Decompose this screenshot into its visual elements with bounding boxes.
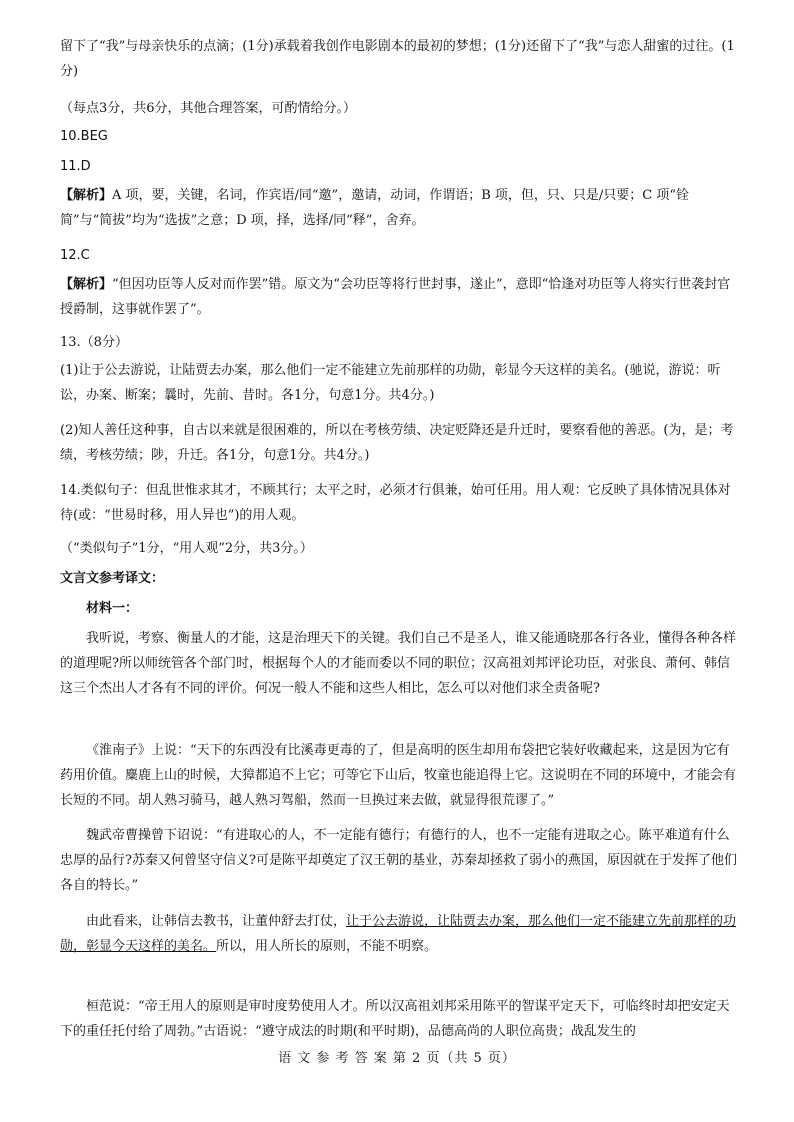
page-footer: 语 文 参 考 答 案 第 2 页（共 5 页） <box>278 1051 516 1066</box>
translation-paragraph-2: 《淮南子》上说：“天下的东西没有比溪毒更毒的了，但是高明的医生却用布袋把它装好收藏起来，这是因为它有药用价值。麋鹿上山的时候，大獐都追不上它；可等它下山后，牧童也能追得上它。这说明在不同的环境中，才能会有长短的不同。胡人熟习骑马，越人熟习驾船，然而一旦换过来去做，就显得很荒谬了。” <box>60 743 737 808</box>
analysis-label: 【解析】 <box>60 277 113 292</box>
paragraph-4-lead: 由此看来，让韩信去教书，让董仲舒去打仗， <box>86 914 347 929</box>
translation-heading: 文言文参考译文： <box>60 571 165 586</box>
translation-paragraph-1: 我听说，考察、衡量人的才能，这是治理天下的关键。我们自己不是圣人，谁又能通晓那各行各业，懂得各种各样的道理呢?所以师统管各个部门时，根据每个人的才能而委以不同的职位；汉高祖刘邦评论功臣，对张良、萧何、韩信这三个杰出人才各有不同的评价。何况一般人不能和这些人相比，怎么可以对他们求全责备呢? <box>60 631 737 696</box>
answer-13-part-1: (1)让于公去游说，让陆贾去办案，那么他们一定不能建立先前那样的功勋，彰显今天这样的美名。(驰说，游说：听讼，办案、断案；曩时，先前、昔时。各1分，句意1分。共4分。) <box>60 363 721 403</box>
answer-13-heading: 13.（8分） <box>60 335 128 350</box>
answer-14: 14.类似句子：但乱世惟求其才，不顾其行；太平之时，必须才行俱兼，始可任用。用人观：它反映了具体情况具体对待(或：“世易时移，用人异也”)的用人观。 <box>60 483 731 523</box>
analysis-text: A 项，要，关键，名词，作宾语/同“邀”，邀请，动词，作谓语；B 项，但，只、只是/只要；C 项“铨简”与“简拔”均为“选拔”之意；D 项，择，选择/同“释”，舍弃。 <box>60 188 689 228</box>
translation-paragraph-4 <box>60 909 740 959</box>
analysis-text: “但因功臣等人反对而作罢”错。原文为“会功臣等将行世封事，遂止”，意即“恰逢对功臣等人将实行世袭封官授爵制，这事就作罢了”。 <box>60 277 731 317</box>
material-one-label: 材料一： <box>86 601 139 616</box>
underlined-sentence: 让于公去游说，让陆贾去办案，那么他们一定不能建立先前那样的功勋，彰显今天这样的美名。 <box>60 914 737 954</box>
answer-11: 11.D <box>60 159 91 174</box>
translation-paragraph-3: 魏武帝曹操曾下诏说：“有进取心的人，不一定能有德行；有德行的人，也不一定能有进取之心。陈平难道有什么忠厚的品行?苏秦又何曾坚守信义?可是陈平却奠定了汉王朝的基业，苏秦却拯救了弱小的燕国，原因就在于发挥了他们各自的特长。” <box>60 828 737 893</box>
answer-9-scoring-note: （每点3分，共6分，其他合理答案，可酌情给分。） <box>60 101 357 116</box>
translation-paragraph-5: 桓范说：“帝王用人的原则是审时度势使用人才。所以汉高祖刘邦采用陈平的智谋平定天下，可临终时却把安定天下的重任托付给了周勃。”古语说：“遵守成法的时期(和平时期)，品德高尚的人职位高贵；战乱发生的 <box>60 999 730 1039</box>
answer-12-analysis <box>60 272 740 322</box>
answer-14-scoring-note: （“类似句子”1分，“用人观”2分，共3分。） <box>60 541 313 556</box>
answer-10: 10.BEG <box>60 129 108 144</box>
answer-13-part-2: (2)知人善任这种事，自古以来就是很困难的，所以在考核劳绩、决定贬降还是升迁时，要察看他的善恶。(为，是；考绩，考核劳绩；陟，升迁。各1分，句意1分。共4分。) <box>60 423 734 463</box>
paragraph-4-tail: 所以，用人所长的原则，不能不明察。 <box>216 939 438 954</box>
answer-9-continuation: 留下了“我”与母亲快乐的点滴；(1分)承载着我创作电影剧本的最初的梦想；(1分)还留下了“我”与恋人甜蜜的过往。(1分) <box>60 39 735 79</box>
answer-12: 12.C <box>60 248 90 263</box>
answer-11-analysis <box>60 183 740 233</box>
analysis-label: 【解析】 <box>60 188 113 203</box>
